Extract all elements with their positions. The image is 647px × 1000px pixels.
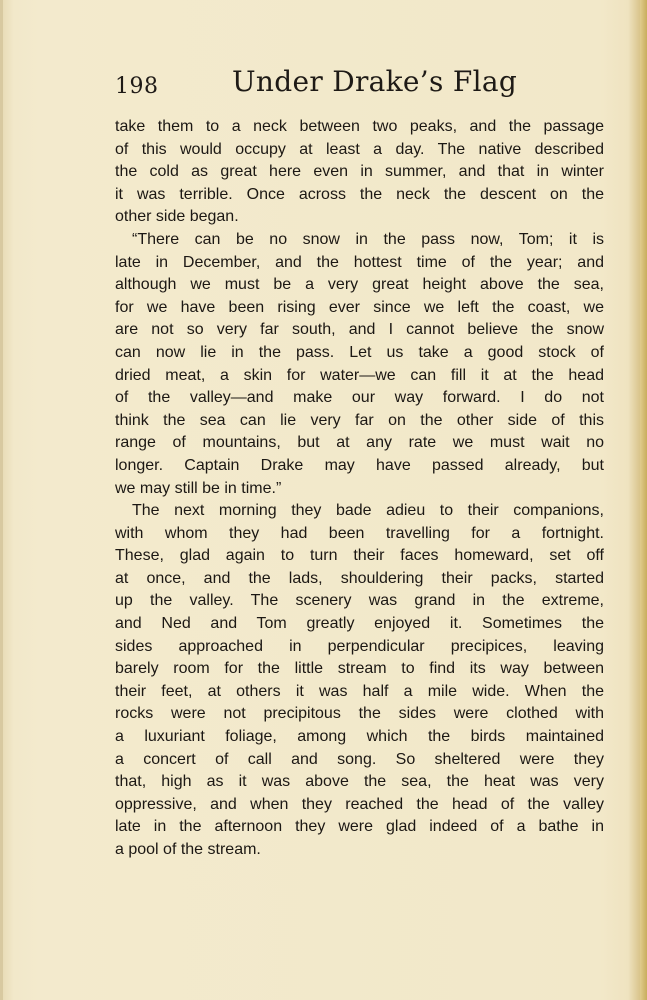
text-line: take them to a neck between two peaks, and the passage bbox=[115, 118, 604, 135]
text-line: dried meat, a skin for water—we can fill it at the head bbox=[115, 366, 604, 384]
text-line: their feet, at others it was half a mile wide. When the bbox=[115, 682, 604, 700]
text-line: with whom they had been travelling for a fortnight. bbox=[115, 524, 604, 542]
text-line: oppressive, and when they reached the head of the valley bbox=[115, 795, 604, 813]
paragraph bbox=[115, 229, 604, 500]
text-line: a luxuriant foliage, among which the birds maintained bbox=[115, 728, 604, 746]
body-text bbox=[115, 116, 604, 862]
text-line: a concert of call and song. So sheltered were they bbox=[115, 750, 604, 768]
text-line: “There can be no snow in the pass now, Tom; it is bbox=[132, 230, 604, 248]
text-line: a pool of the stream. bbox=[115, 841, 261, 858]
text-line: up the valley. The scenery was grand in the extreme, bbox=[115, 592, 604, 610]
text-line: the cold as great here even in summer, and that in winter bbox=[115, 163, 604, 181]
text-line: The next morning they bade adieu to their companions, bbox=[132, 502, 604, 520]
page-number: 198 bbox=[115, 74, 159, 99]
page-left-edge bbox=[0, 0, 3, 1000]
paragraph bbox=[115, 116, 604, 229]
text-line: think the sea can lie very far on the other side of this bbox=[115, 411, 604, 429]
text-line: longer. Captain Drake may have passed already, but bbox=[115, 456, 604, 474]
text-line: at once, and the lads, shouldering their packs, started bbox=[115, 569, 604, 587]
text-line: that, high as it was above the sea, the heat was very bbox=[115, 773, 604, 791]
text-line: late in the afternoon they were glad indeed of a bathe in bbox=[115, 818, 604, 836]
text-line: These, glad again to turn their faces homeward, set off bbox=[115, 547, 604, 565]
page-right-edge bbox=[640, 0, 647, 1000]
text-line: for we have been rising ever since we left the coast, we bbox=[115, 298, 604, 316]
text-line: can now lie in the pass. Let us take a good stock of bbox=[115, 343, 604, 361]
paragraph bbox=[115, 500, 604, 862]
text-line: although we must be a very great height above the sea, bbox=[115, 276, 604, 294]
running-title: Under Drake’s Flag bbox=[232, 65, 518, 98]
text-line: and Ned and Tom greatly enjoyed it. Sometimes the bbox=[115, 615, 604, 633]
text-line: late in December, and the hottest time of the year; and bbox=[115, 253, 604, 271]
text-line: of this would occupy at least a day. The native described bbox=[115, 140, 604, 158]
text-line: rocks were not precipitous the sides were clothed with bbox=[115, 705, 604, 723]
text-line: of the valley—and make our way forward. I do not bbox=[115, 389, 604, 407]
text-line: other side began. bbox=[115, 208, 239, 226]
text-line: are not so very far south, and I cannot believe the snow bbox=[115, 321, 604, 339]
running-header bbox=[115, 62, 605, 106]
text-line: sides approached in perpendicular precipices, leaving bbox=[115, 637, 604, 655]
text-line: barely room for the little stream to find its way between bbox=[115, 660, 604, 678]
text-line: it was terrible. Once across the neck the descent on the bbox=[115, 185, 604, 203]
text-line: range of mountains, but at any rate we must wait no bbox=[115, 434, 604, 452]
text-line: we may still be in time.” bbox=[115, 479, 282, 497]
